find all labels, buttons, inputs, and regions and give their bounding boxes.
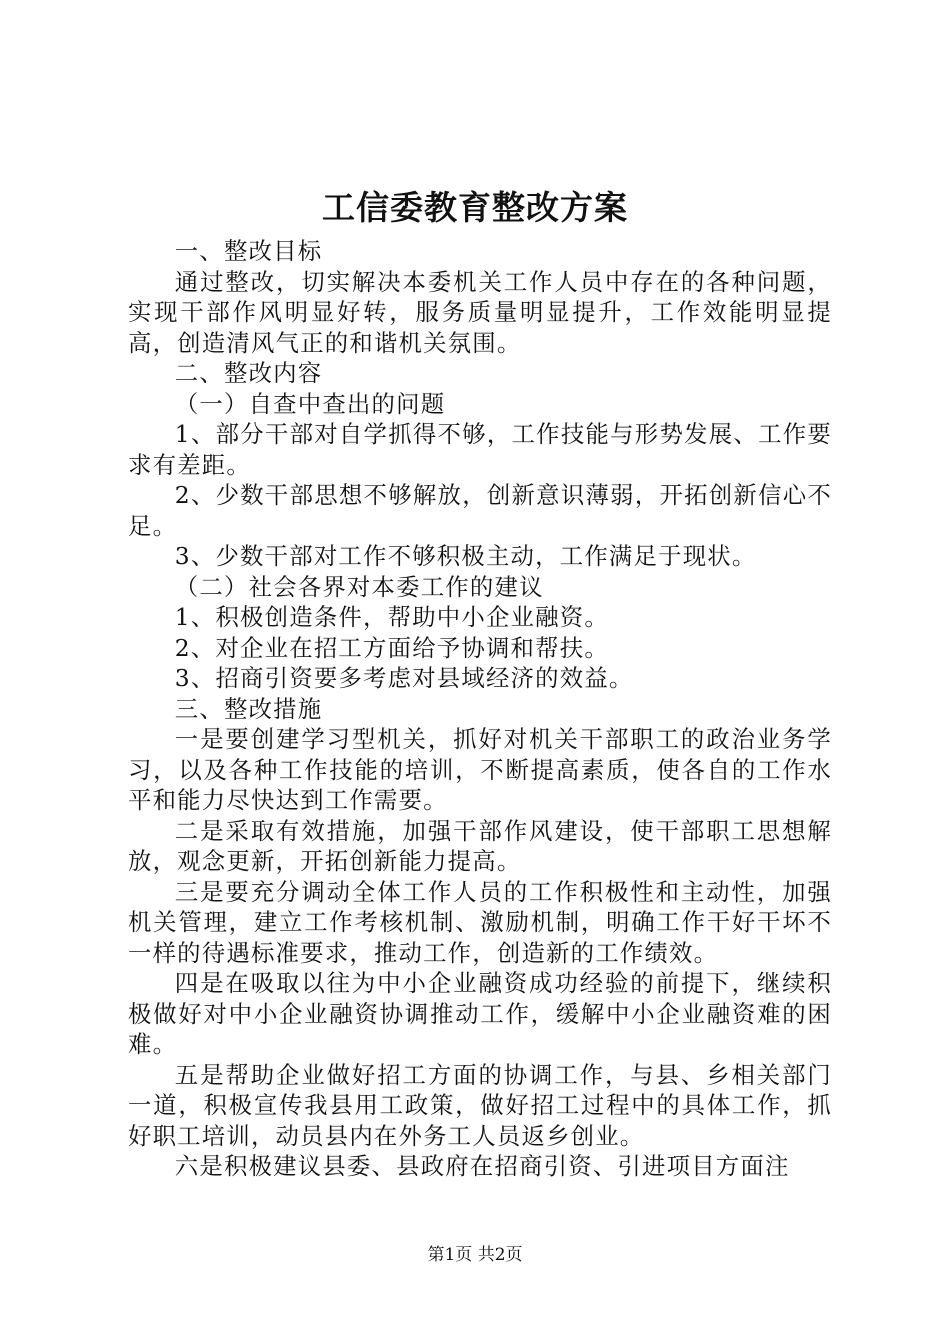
list-item: 2、对企业在招工方面给予协调和帮扶。	[174, 633, 609, 662]
body-paragraph: 六是积极建议县委、县政府在招商引资、引进项目方面注	[174, 1152, 790, 1180]
subsection-heading: （二）社会各界对本委工作的建议	[174, 572, 544, 601]
body-paragraph: 四是在吸取以往为中小企业融资成功经验的前提下，继续积极做好对中小企业融资协调推动工作，缓解中小企业融资难的困难。	[128, 969, 832, 1058]
section-heading: 三、整改措施	[174, 694, 323, 723]
subsection-heading: （一）自查中查出的问题	[174, 389, 446, 418]
body-paragraph: 五是帮助企业做好招工方面的协调工作，与县、乡相关部门一道，积极宣传我县用工政策，做好招工过程中的具体工作，抓好职工培训，动员县内在外务工人员返乡创业。	[128, 1060, 832, 1150]
list-item: 3、招商引资要多考虑对县域经济的效益。	[174, 664, 634, 692]
body-paragraph: 三是要充分调动全体工作人员的工作积极性和主动性，加强机关管理，建立工作考核机制、激励机制，明确工作干好干坏不一样的待遇标准要求，推动工作，创造新的工作绩效。	[128, 877, 832, 967]
body-paragraph: 一是要创建学习型机关，抓好对机关干部职工的政治业务学习，以及各种工作技能的培训，不断提高素质，使各自的工作水平和能力尽快达到工作需要。	[128, 725, 832, 814]
body-paragraph: 二是采取有效措施，加强干部作风建设，使干部职工思想解放，观念更新，开拓创新能力提高。	[128, 816, 832, 875]
document-body	[128, 236, 832, 1182]
list-item: 3、少数干部对工作不够积极主动，工作满足于现状。	[174, 542, 757, 570]
page-footer: 第1页 共2页	[427, 1245, 523, 1265]
list-item: 2、少数干部思想不够解放，创新意识薄弱，开拓创新信心不足。	[128, 481, 832, 540]
list-item: 1、积极创造条件，帮助中小企业融资。	[174, 603, 609, 631]
body-paragraph: 通过整改，切实解决本委机关工作人员中存在的各种问题，实现干部作风明显好转，服务质量明显提升，工作效能明显提高，创造清风气正的和谐机关氛围。	[128, 267, 832, 357]
section-heading: 一、整改目标	[174, 237, 323, 265]
section-heading: 二、整改内容	[174, 359, 323, 387]
document-title: 工信委教育整改方案	[322, 188, 628, 227]
list-item: 1、部分干部对自学抓得不够，工作技能与形势发展、工作要求有差距。	[128, 420, 832, 479]
